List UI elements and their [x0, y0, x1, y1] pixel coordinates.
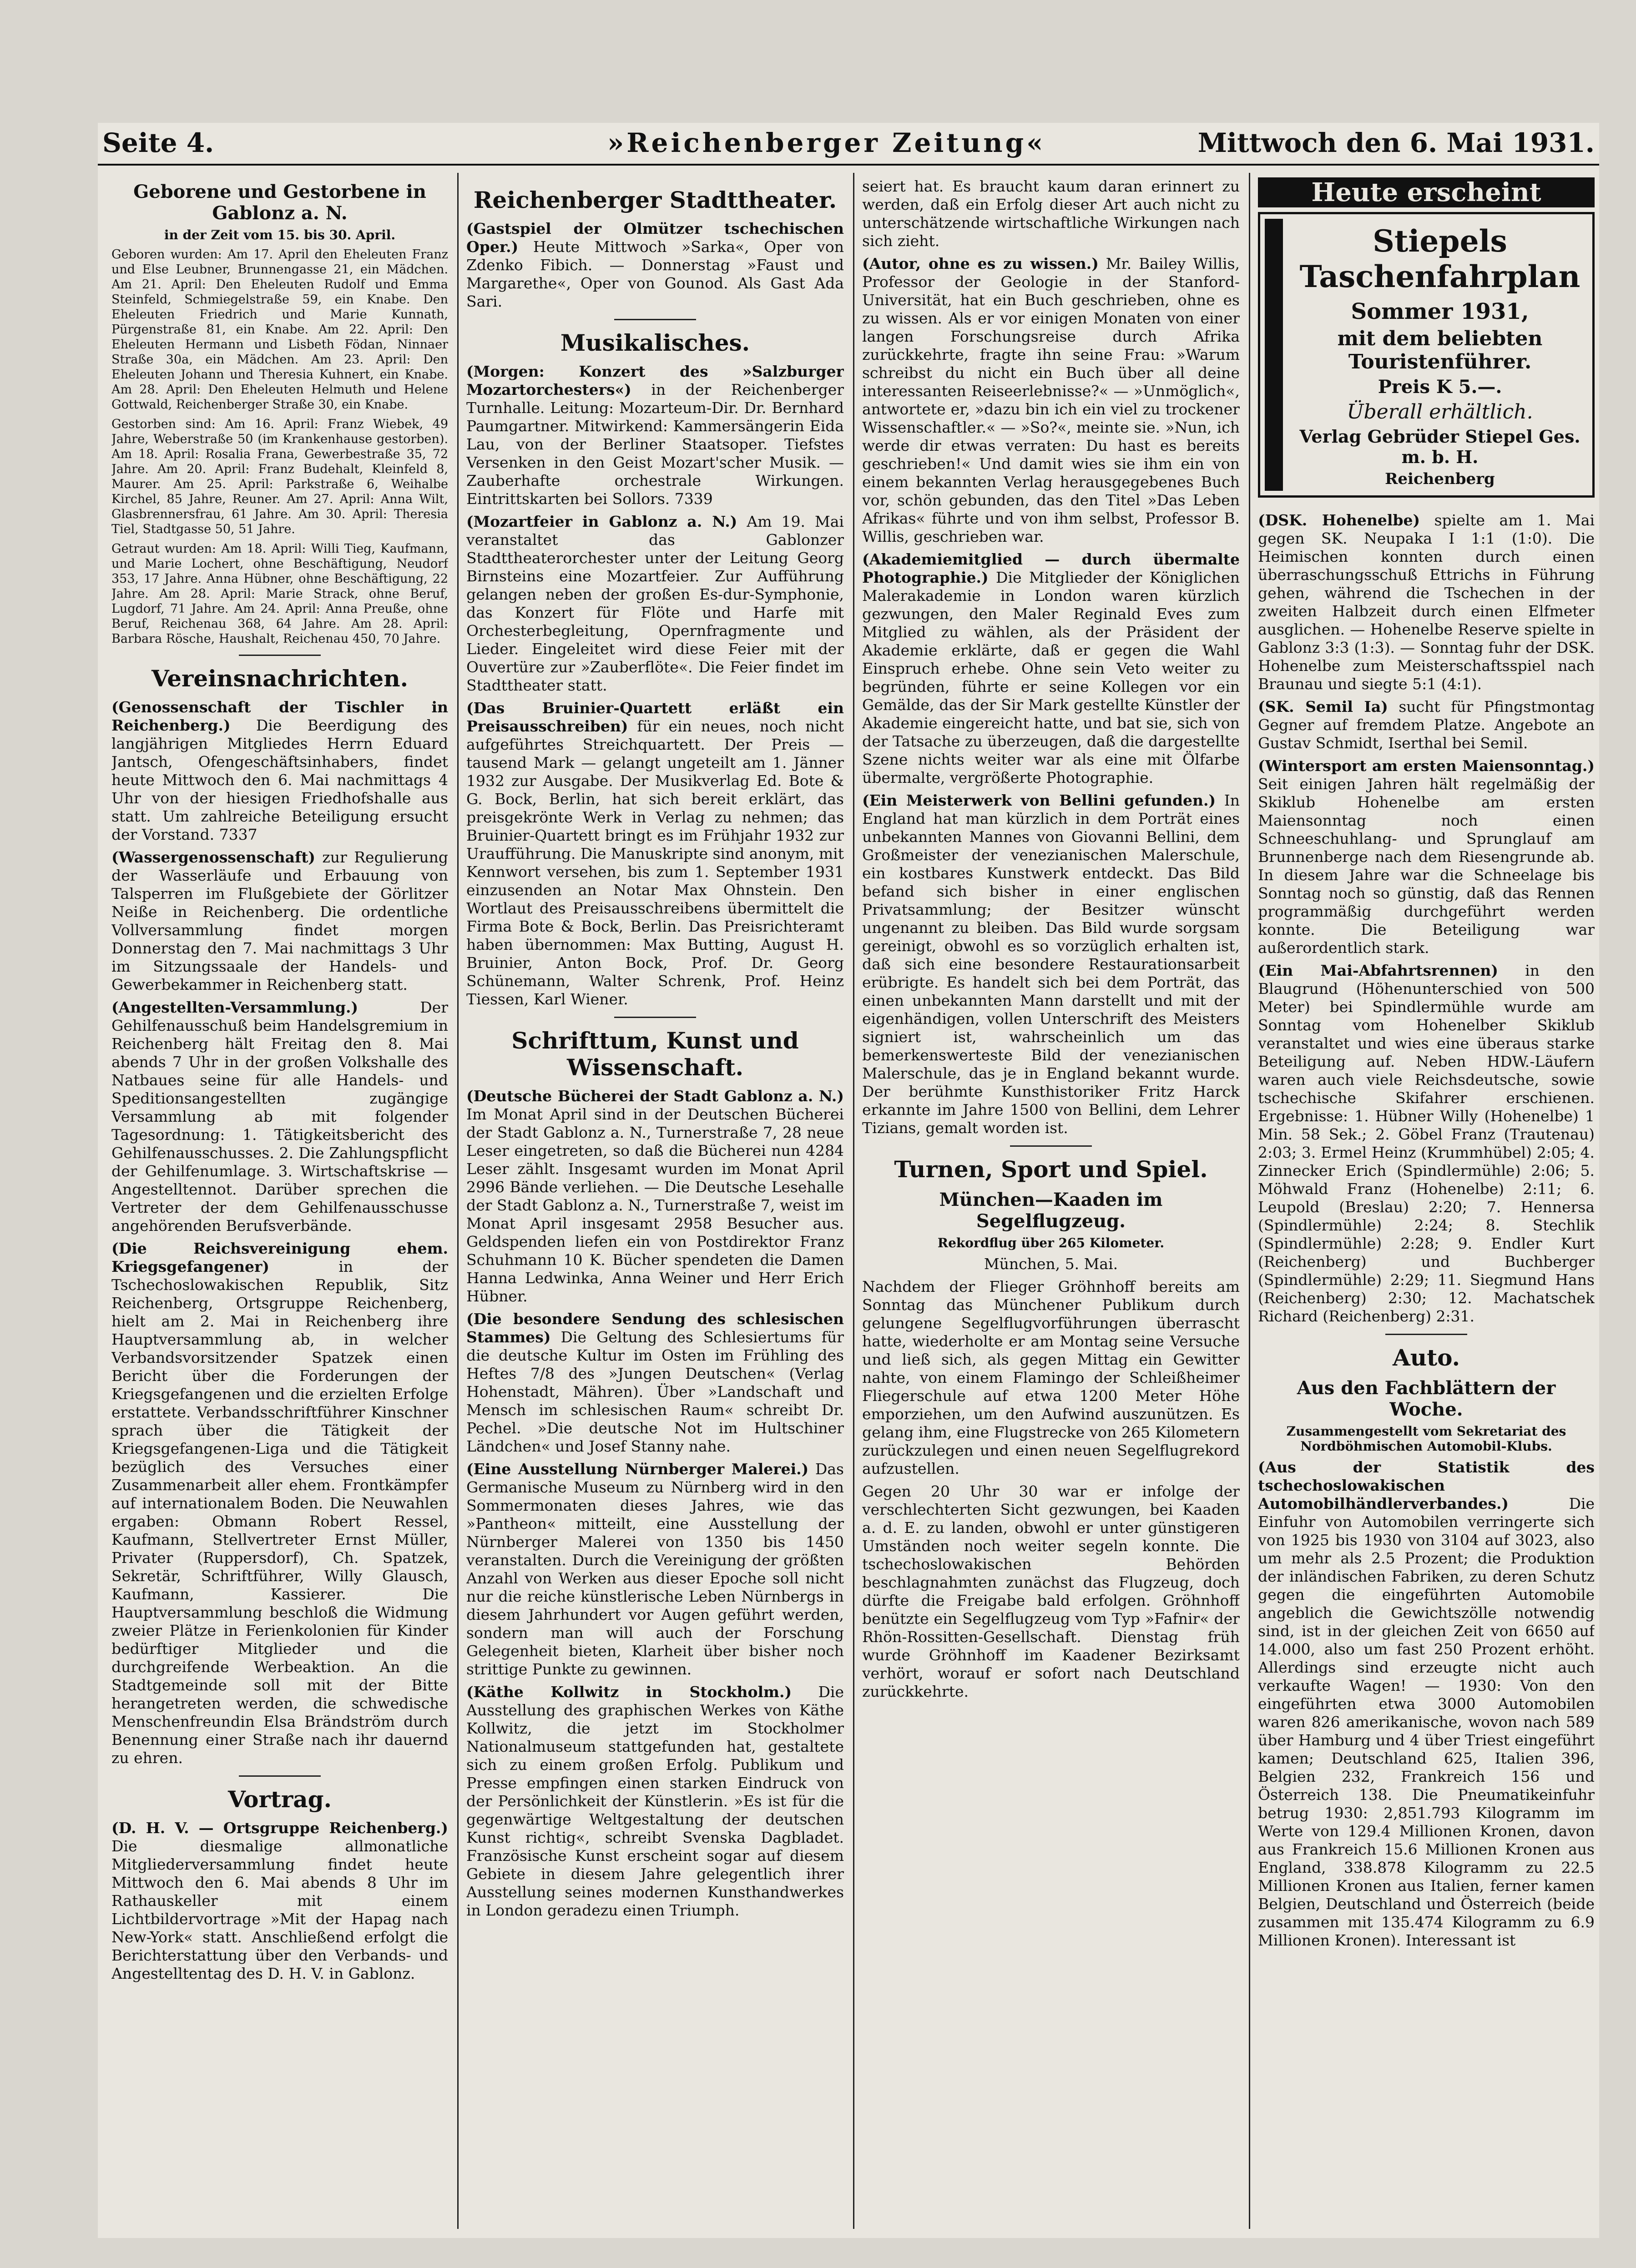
vereine-item-2: (Wassergenossenschaft) zur Regulierung der Wasserläufe und Erbauung von Talsperren im Flußgebiete der Görlitzer Neiße in Reichenberg. Die ordentliche Vollversammlung findet morgen Donnerstag den 7. Mai nachmittags 3 Uhr im Sitzungssaale der Handels- und Gewerbekammer in Reichenberg statt. — [111, 848, 448, 993]
marriages-text: Getraut wurden: Am 18. April: Willi Tieg, Kaufmann, und Marie Lochert, ohne Beschäftigung, Neudorf 353, 17 Jahre. Anna Hübner, ohne Beschäftigung, 22 Jahre. Am 28. April: Marie Strack, ohne Beruf, Lugdorf, 71 Jahre. Am 24. April: Anna Preuße, ohne Beruf, Reichenau 368, 64 Jahre. Am 28. April: Barbara Rösche, Haushalt, Reichenau 450, 70 Jahre. — [111, 542, 448, 646]
divider — [614, 1017, 696, 1018]
ad-publisher: Verlag Gebrüder Stiepel Ges. m. b. H. — [1299, 426, 1580, 467]
masthead: »Reichenberger Zeitung« — [607, 127, 1046, 158]
vortrag-heading: Vortrag. — [227, 1786, 332, 1813]
sport-subheading-2: Rekordflug über 265 Kilometer. — [937, 1235, 1165, 1250]
divider — [1010, 1145, 1092, 1147]
schrifttum-item-1: (Deutsche Bücherei der Stadt Gablonz a. N.) Im Monat April sind in der Deutschen Bücherei der Stadt Gablonz a. N., Turnerstraße 7, 28 neue Leser eingetreten, so daß die Bücherei nun 4284 Leser zählt. Insgesamt wurden im Monat April 2996 Bände verliehen. — Die Deutsche Lesehalle der Stadt Gablonz a. N., Turnerstraße 7, weist im Monat April insgesamt 2958 Besucher aus. Geldspenden liefen ein von Postdirektor Franz Schuhmann 10 K. Bücher spendeten die Damen Hanna Ledwinka, Anna Weiner und Herr Erich Hübner. — [466, 1087, 844, 1305]
auto-subheading: Aus den Fachblättern der Woche. — [1297, 1377, 1556, 1420]
musik-heading: Musikalisches. — [560, 329, 750, 356]
sport-subheading: München—Kaaden im Segelflugzeug. — [939, 1189, 1163, 1232]
column-4 — [1258, 177, 1595, 2224]
vereine-heading: Vereinsnachrichten. — [151, 665, 408, 692]
deaths-text: Gestorben sind: Am 16. April: Franz Wiebek, 49 Jahre, Weberstraße 50 (im Krankenhause gestorben). Am 18. April: Rosalia Frana, Gewerbestraße 35, 72 Jahre. Am 20. April: Franz Budehalt, Kleinfeld 8, Maurer. Am 25. April: Parkstraße 6, Weihalbe Kirchel, 85 Jahre, Reuner. Am 27. April: Anna Wilt, Glasbrennersfrau, 61 Jahre. Am 30. April: Theresia Tiel, Stadtgasse 50, 51 Jahre. — [111, 417, 448, 536]
sport-item-4: (Ein Mai-Abfahrtsrennen) in den Blaugrund (Höhenunterschied von 500 Meter) bei Spindlermühle wurde am Sonntag vom Hohenelber Skiklub veranstaltet und wies eine überaus starke Beteiligung auf. Neben HDW.-Läufern waren auch viele Reichsdeutsche, sowie tschechische Skifahrer erschienen. Ergebnisse: 1. Hübner Willy (Hohenelbe) 1 Min. 58 Sek.; 2. Göbel Franz (Trautenau) 2:03; 3. Ermel Heinz (Krummhübel) 2:05; 4. Zinnecker Erich (Spindlermühle) 2:06; 5. Möhwald Franz (Hohenelbe) 2:11; 6. Leupold (Breslau) 2:20; 7. Hennersa (Spindlermühle) 2:24; 8. Stechlik (Spindlermühle) 2:28; 9. Endler Kurt (Reichenberg) und Buchberger (Spindlermühle) 2:29; 11. Siegmund Hans (Reichenberg) 2:30; 12. Machatschek Richard (Reichenberg) 2:31. — [1258, 962, 1595, 1325]
sport-item-3: (Wintersport am ersten Maiensonntag.) Seit einigen Jahren hält regelmäßig der Skiklub Hohenelbe am ersten Maiensonntag noch einen Schneeschuhlang- und Sprunglauf am Brunnenberge nach dem Riesengrunde ab. In diesem Jahre war die Schneelage bis Sonntag noch so günstig, daß das Rennen programmäßig durchgeführt werden konnte. Die Beteiligung war außerordentlich stark. — [1258, 757, 1595, 957]
vereine-item-3: (Angestellten-Versammlung.) Der Gehilfenausschuß beim Handelsgremium in Reichenberg hält Freitag den 8. Mai abends 7 Uhr in der großen Volkshalle des Natbaues seine für alle Handels- und Speditionsangestellten zugängige Versammlung ab mit folgender Tagesordnung: 1. Tätigkeitsbericht des Gehilfenausschusses. 2. Die Zahlungspflicht der Gehilfenumlage. 3. Wirtschaftskrise — Angestelltennot. Darüber sprechen die Vertreter der dem Gehilfenausschusse angehörenden Berufsverbände. — [111, 998, 448, 1235]
page-header — [98, 123, 1599, 166]
ad-heading: Heute erscheint — [1258, 177, 1595, 207]
ad-subtitle: mit dem beliebten Touristenführer. — [1337, 327, 1543, 373]
sport-dateline: München, 5. Mai. — [984, 1255, 1118, 1273]
vortrag-item: (D. H. V. — Ortsgruppe Reichenberg.) Die diesmalige allmonatliche Mitgliederversammlung findet heute Mittwoch den 6. Mai abends 8 Uhr im Rathauskeller mit einem Lichtbildervortrage »Mit der Hapag nach New-York« statt. Anschließend erfolgt die Berichterstattung über den Verbands- und Angestelltentag des D. H. V. in Gablonz. — [111, 1819, 448, 1982]
column-rule-2 — [853, 173, 854, 2229]
column-2 — [466, 177, 844, 2224]
ad-price: Preis K 5.—. — [1378, 376, 1502, 398]
page-number: Seite 4. — [102, 127, 214, 158]
divider — [239, 1775, 321, 1777]
ad-availability: Überall erhältlich. — [1347, 400, 1533, 423]
sport-text-1: Nachdem der Flieger Gröhnhoff bereits am Sonntag das Münchener Publikum durch gelungene Segelflugvorführungen überrascht hatte, wiederholte er am Montag seine Versuche und ließ sich, als gegen Mittag ein Gewitter nahte, von einem Flamingo der Schleißheimer Fliegerschule auf etwa 1200 Meter Höhe emporziehen, um den Aufwind auszunützen. Es gelang ihm, eine Flugstrecke von 265 Kilometern zurückzulegen und einen neuen Segelflugrekord aufzustellen. — [862, 1278, 1240, 1477]
column-rule-1 — [457, 173, 459, 2229]
auto-item: (Aus der Statistik des tschechoslowakischen Automobilhändlerverbandes.) Die Einfuhr von Automobilen verringerte sich von 1925 bis 1930 von 3104 auf 3023, also um mehr als 2.5 Prozent; die Produktion der inländischen Fabriken, zu deren Schutz gegen die eingeführten Automobile angeblich die Gewichtszölle notwendig sind, ist in der gleichen Zeit von 6650 auf 14.000, also um fast 250 Prozent erhöht. Allerdings sind erzeugte nicht auch verkaufte Wagen! — 1930: Von den eingeführten etwa 3000 Automobilen waren 826 amerikanische, wovon nach 589 über Hamburg und 4 über Triest eingeführt kamen; Deutschland 625, Italien 396, Belgien 232, Frankreich 156 und Österreich 138. Die Pneumatikeinfuhr betrug 1930: 2,851.793 Kilogramm im Werte von 129.4 Millionen Kronen, davon aus Frankreich 15.6 Millionen Kronen aus England, 338.878 Kilogramm zu 22.5 Millionen Kronen aus Italien, ferner kamen Belgien, Deutschland und Österreich (beide zusammen mit 135.474 Kilogramm zu 6.9 Millionen Kronen). Interessant ist — [1258, 1458, 1595, 1949]
births-text: Geboren wurden: Am 17. April den Eheleuten Franz und Else Leubner, Brunnengasse 21, ein Mädchen. Am 21. April: Den Eheleuten Rudolf und Emma Steinfeld, Schmiegelstraße 59, ein Knabe. Den Eheleuten Friedrich und Marie Kunnath, Pürgenstraße 81, ein Knabe. Am 22. April: Den Eheleuten Hermann und Lisbeth Födan, Ninnaer Straße 30a, ein Mädchen. Am 23. April: Den Eheleuten Johann und Theresia Kuhnert, ein Knabe. Am 28. April: Den Eheleuten Helmuth und Helene Gottwald, Reichenberger Straße 30, ein Knabe. — [111, 247, 448, 412]
musik-item-2: (Mozartfeier in Gablonz a. N.) Am 19. Mai veranstaltet das Gablonzer Stadttheaterorchester unter der Leitung Georg Birnsteins eine Mozartfeier. Zur Aufführung gelangen neben der großen Es-dur-Symphonie, das Konzert für Flöte und Harfe mit Orchesterbegleitung, Opernfragmente und Lieder. Eingeleitet wird diese Feier mit der Ouvertüre zur »Zauberflöte«. Die Feier findet im Stadttheater statt. — [466, 513, 844, 694]
sport-item-1: (DSK. Hohenelbe) spielte am 1. Mai gegen SK. Neupaka I 1:1 (1:0). Die Heimischen konnten durch einen überraschungsschuß Ettrichs in Führung gehen, während die Tschechen in der zweiten Halbzeit durch einen Elfmeter ausglichen. — Hohenelbe Reserve spielte in Gablonz 3:3 (1:3). — Sonntag fuhr der DSK. Hohenelbe zum Meisterschaftsspiel nach Braunau und siegte 5:1 (4:1). — [1258, 511, 1595, 693]
auto-subheading-2: Zusammengestellt vom Sekretariat des Nordböhmischen Automobil-Klubs. — [1286, 1424, 1566, 1454]
schrifttum-item-4: (Käthe Kollwitz in Stockholm.) Die Ausstellung des graphischen Werkes von Käthe Kollwitz, die jetzt im Stockholmer Nationalmuseum stattgefunden hat, gestaltete sich zu einem großen Erfolg. Publikum und Presse empfingen einen starken Eindruck von der Persönlichkeit der Künstlerin. »Es ist für die gegenwärtige Weltgestaltung der deutschen Kunst richtig«, schreibt Svenska Dagbladet. Französische Kunst erscheint sogar auf diesem Gebiete in diesem Jahre gelegentlich ihrer Ausstellung seines modernen Kunsthandwerkes in London geradezu einen Triumph. — [466, 1683, 844, 1919]
divider — [239, 655, 321, 656]
ad-bar — [1265, 219, 1283, 491]
births-heading: Geborene und Gestorbene in Gablonz a. N. — [133, 181, 426, 224]
ad-title: Stiepels Taschenfahrplan — [1299, 223, 1580, 294]
column-1 — [111, 177, 448, 2224]
schrifttum-item-2: (Die besondere Sendung des schlesischen Stammes) Die Geltung des Schlesiertums für die deutsche Kultur im Osten im Frühling des Heftes 7/8 des »Jungen Deutschen« (Verlag Hohenstadt, Mähren). Über »Landschaft und Mensch im schlesischen Raum« schreibt Dr. Pechel. »Die deutsche Not im Hultschiner Ländchen« und Josef Stanny nahe. — [466, 1310, 844, 1455]
musik-item-3: (Das Bruinier-Quartett erläßt ein Preisausschreiben) für ein neues, noch nicht aufgeführtes Streichquartett. Der Preis — tausend Mark — gelangt ungeteilt am 1. Jänner 1932 zur Ausgabe. Der Musikverlag Ed. Bote & G. Bock, Berlin, hat sich bereit erklärt, das preisgekrönte Werk in Verlag zu nehmen; das Bruinier-Quartett bringt es im Frühjahr 1932 zur Uraufführung. Die Manuskripte sind anonym, mit Kennwort versehen, bis zum 1. September 1931 einzusenden an Notar Max Ohnstein. Den Wortlaut des Preisausschreibens übermittelt die Firma Bote & Bock, Berlin. Das Preisrichteramt haben übernommen: Max Butting, August H. Bruinier, Anton Bock, Prof. Dr. Georg Schünemann, Walter Schrenk, Prof. Heinz Tiessen, Karl Wiener. — [466, 699, 844, 1008]
divider — [1385, 1334, 1467, 1335]
divider — [614, 319, 696, 320]
ad-city: Reichenberg — [1385, 470, 1495, 488]
issue-date: Mittwoch den 6. Mai 1931. — [1197, 127, 1595, 158]
theater-heading: Reichenberger Stadttheater. — [473, 186, 837, 213]
vereine-item-1: (Genossenschaft der Tischler in Reichenberg.) Die Beerdigung des langjährigen Mitgliedes Herrn Eduard Jantsch, Ofengeschäftsinhabers, findet heute Mittwoch den 6. Mai nachmittags 4 Uhr von der hiesigen Friedhofshalle aus statt. Um zahlreiche Beteiligung ersucht der Vorstand. 7337 — [111, 698, 448, 843]
musik-item-1: (Morgen: Konzert des »Salzburger Mozartorchesters«) in der Reichenberger Turnhalle. Leitung: Mozarteum-Dir. Dr. Bernhard Paumgartner. Mitwirkend: Kammersängerin Eida Lau, von der Berliner Staatsoper. Tiefstes Versenken in den Geist Mozart'scher Musik. — Zauberhafte orchestrale Wirkungen. Eintrittskarten bei Sollors. 7339 — [466, 363, 844, 508]
sport-text-2: Gegen 20 Uhr 30 war er infolge der verschlechterten Sicht gezwungen, bei Kaaden a. d. E. zu landen, obwohl er unter günstigeren Umständen noch weiter segeln konnte. Die tschechoslowakischen Behörden beschlagnahmten zunächst das Flugzeug, doch dürfte die Freigabe bald erfolgen. Gröhnhoff benützte ein Segelflugzeug vom Typ »Fafnir« der Rhön-Rossitten-Gesellschaft. Dienstag früh wurde Gröhnhoff im Kaadener Bezirksamt verhört, worauf er sofort nach Deutschland zurückkehrte. — [862, 1482, 1240, 1700]
ad-season: Sommer 1931, — [1351, 299, 1529, 324]
theater-item: (Gastspiel der Olmützer tschechischen Oper.) Heute Mittwoch »Sarka«, Oper von Zdenko Fibich. — Donnerstag »Faust und Margarethe«, Oper von Gounod. Als Gast Ada Sari. — [466, 220, 844, 310]
advertisement — [1258, 212, 1595, 498]
schrifttum-item-3: (Eine Ausstellung Nürnberger Malerei.) Das Germanische Museum zu Nürnberg wird in den Sommermonaten dieses Jahres, wie das »Pantheon« mitteilt, eine Ausstellung der Nürnberger Malerei von 1350 bis 1450 veranstalten. Durch die Vereinigung der größten Anzahl von Werken aus dieser Epoche soll nicht nur die reiche künstlerische Leben Nürnbergs in diesem Jahrhundert vor Augen geführt werden, sondern man will auch der Forschung Gelegenheit bieten, Klarheit über bisher noch strittige Punkte zu gewinnen. — [466, 1460, 844, 1678]
continuation-text: seiert hat. Es braucht kaum daran erinnert zu werden, daß ein Erfolg dieser Art auch nicht zu unterschätzende wirtschaftliche Wirkungen nach sich zieht. — [862, 177, 1240, 250]
schrifttum-heading: Schrifttum, Kunst und Wissenschaft. — [511, 1027, 799, 1081]
misc-item-1: (Autor, ohne es zu wissen.) Mr. Bailey Willis, Professor der Geologie in der Stanford-Universität, hat ein Buch geschrieben, ohne es zu wissen. Als er vor einigen Monaten von einer langen Forschungsreise durch Afrika zurückkehrte, fragte ihn seine Frau: »Warum schreibst du nicht ein Buch über all deine interessanten Reiseerlebnisse?« — »Unmöglich«, antwortete er, »dazu bin ich ein viel zu trockener Wissenschaftler.« — »So?«, meinte sie. »Nun, ich werde dir etwas verraten: Du hast es bereits geschrieben!« Und damit wies sie ihm ein von einem bekannten Verlag herausgegebenes Buch vor, schön gebunden, das den Titel »Das Leben Afrikas« führte und von ihm selbst, Professor B. Willis, geschrieben war. — [862, 255, 1240, 545]
vereine-item-4: (Die Reichsvereinigung ehem. Kriegsgefangener) in der Tschechoslowakischen Republik, Sitz Reichenberg, Ortsgruppe Reichenberg, hielt am 2. Mai in Reichenberg ihre Hauptversammlung ab, in welcher Verbandsvorsitzender Spatzek einen Bericht über die Forderungen der Kriegsgefangenen und die erzielten Erfolge erstattete. Verbandsschriftführer Kinschner sprach über die Tätigkeit der Kriegsgefangenen-Liga und die Tätigkeit bezüglich des Versuches einer Zusammenarbeit aller ehem. Frontkämpfer auf internationalem Boden. Die Neuwahlen ergaben: Obmann Robert Ressel, Kaufmann, Stellvertreter Ernst Müller, Privater (Ruppersdorf), Ch. Spatzek, Sekretär, Schriftführer, Willy Glausch, Kaufmann, Kassierer. Die Hauptversammlung beschloß die Widmung zweier Plätze in Ferienkolonien für Kinder bedürftiger Mitglieder und die durchgreifende Werbeaktion. An die Stadtgemeinde soll mit der Bitte herangetreten werden, die schwedische Menschenfreundin Elsa Brändström durch Benennung einer Straße nach ihr dauernd zu ehren. — [111, 1240, 448, 1767]
sport-heading: Turnen, Sport und Spiel. — [894, 1156, 1208, 1183]
column-rule-3 — [1249, 173, 1250, 2229]
misc-item-2: (Akademiemitglied — durch übermalte Photographie.) Die Mitglieder der Königlichen Malerakademie in London waren kürzlich gezwungen, den Maler Reginald Eves zum Mitglied zu wählen, als der Präsident der Akademie erklärte, daß er gegen die Wahl Einspruch erhebe. Ohne sein Veto weiter zu begründen, führte er seine Kollegen vor ein Gemälde, das der Sir Mark gestellte Künstler der Akademie eingereicht hatte, und bat sie, sich von der Tatsache zu überzeugen, daß die dargestellte Szene nichts weiter war als eine mit Ölfarbe übermalte, vergrößerte Photographie. — [862, 550, 1240, 786]
misc-item-3: (Ein Meisterwerk von Bellini gefunden.) In England hat man kürzlich in dem Porträt eines unbekannten Mannes von Giovanni Bellini, dem Großmeister der venezianischen Malerschule, ein kostbares Kunstwerk entdeckt. Das Bild befand sich bisher in einer englischen Privatsammlung; der Besitzer wünscht ungenannt zu bleiben. Das Bild wurde sorgsam gereinigt, obwohl es so vorzüglich erhalten ist, daß sich eine besondere Restaurationsarbeit erübrigte. Es handelt sich bei dem Porträt, das einen unbekannten Mann darstellt und mit der eigenhändigen, vollen Unterschrift des Meisters signiert ist, wahrscheinlich um das bemerkenswerteste Bild der venezianischen Malerschule, das je in England bekannt wurde. Der berühmte Kunsthistoriker Fritz Harck erkannte im Jahre 1500 von Bellini, dem Lehrer Tizians, gemalt worden ist. — [862, 791, 1240, 1137]
auto-heading: Auto. — [1392, 1344, 1460, 1371]
sport-item-2: (SK. Semil Ia) sucht für Pfingstmontag Gegner auf fremdem Platze. Angebote an Gustav Schmidt, Iserthal bei Semil. — [1258, 698, 1595, 752]
newspaper-page — [98, 123, 1599, 2238]
births-subheading: in der Zeit vom 15. bis 30. April. — [164, 227, 396, 242]
column-3 — [862, 177, 1240, 2224]
